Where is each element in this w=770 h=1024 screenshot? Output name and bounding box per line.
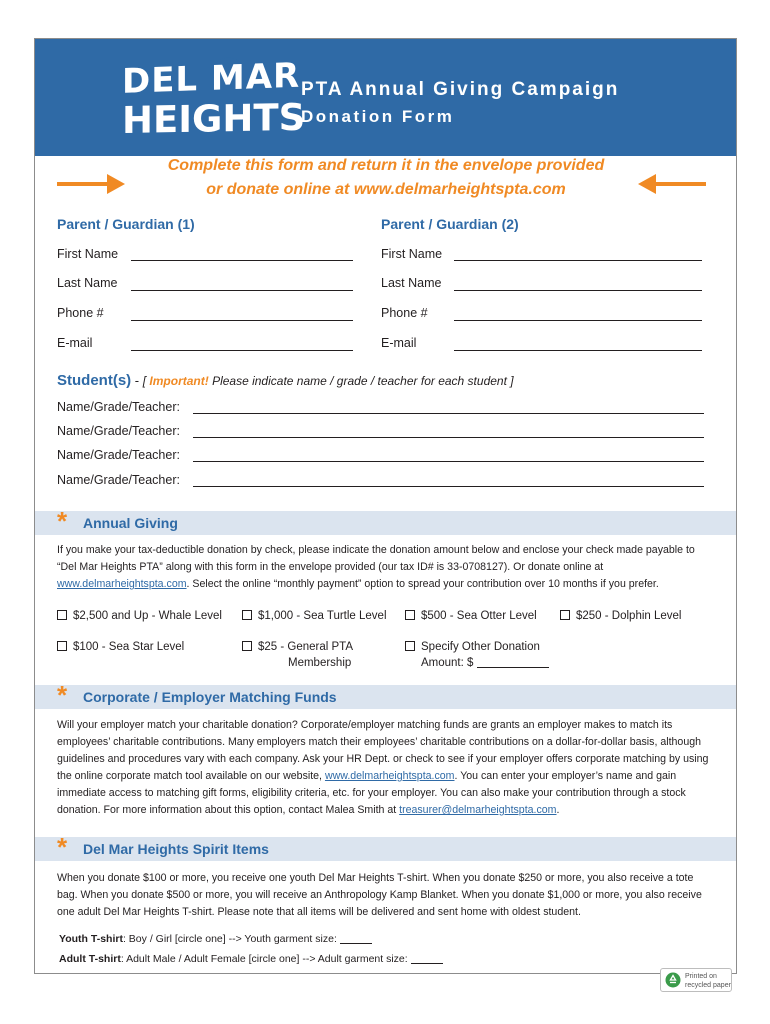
student-3-label: Name/Grade/Teacher: [57,448,180,462]
asterisk-icon: * [57,680,68,710]
arrow-right-icon [57,174,125,194]
asterisk-icon: * [57,832,68,862]
checkbox[interactable] [405,610,415,620]
option-label: $1,000 - Sea Turtle Level [258,610,387,622]
guardian-2-last-name-field[interactable] [454,290,702,291]
spirit-items-title: Del Mar Heights Spirit Items [83,841,269,857]
adult-tshirt-row [59,953,443,965]
guardian-1-last-name-field[interactable] [131,290,353,291]
adult-tshirt-label: Adult T-shirt [59,953,121,965]
website-link-2[interactable]: www.delmarheightspta.com [324,770,455,782]
student-1-label: Name/Grade/Teacher: [57,400,180,414]
students-dash: - [131,373,143,388]
student-4-label: Name/Grade/Teacher: [57,473,180,487]
guardian-2-phone-label: Phone # [381,306,428,320]
guardian-2-last-name-label: Last Name [381,276,442,290]
students-note: Please indicate name / grade / teacher for each student [208,374,507,388]
corporate-text-1: Will your employer match your charitable donation? Corporate/employer matching funds are grants an employer makes to match its employees’ charitable contributions. Many employers match their employees’ charitable contributions on a dollar-for-dollar basis, although guidelines and procedures vary with each company. Ask your HR Dept. or check to see if your employer offers corporate matching by using the online corporate match tool available on our website, [57,719,709,782]
student-2-field[interactable] [193,437,704,438]
annual-giving-text-1: If you make your tax-deductible donation by check, please indicate the donation amount below and enclose your check made payable to “Del Mar Heights PTA” along with this form in the envelope provided (our tax ID# is 33-0708127). Or donate online at [57,544,695,573]
option-label-2: Membership [288,657,352,669]
option-label: $25 - General PTA [258,641,354,653]
option-label: $250 - Dolphin Level [576,610,682,622]
guardian-2-email-field[interactable] [454,350,702,351]
student-3-field[interactable] [193,461,704,462]
annual-giving-title: Annual Giving [83,515,178,531]
checkbox[interactable] [242,641,252,651]
guardian-2-phone-field[interactable] [454,320,702,321]
form-title: PTA Annual Giving Campaign [301,79,620,100]
guardian-2-heading: Parent / Guardian (2) [381,216,519,232]
spirit-items-text: When you donate $100 or more, you receive one youth Del Mar Heights T-shirt. When you donate $250 or more, you also receive a tote bag. When you donate $500 or more, you will receive an Anthropology Kamp Blanket. When you donate $1,000 or more, you also receive one adult Del Mar Heights T-shirt. Please note that all items will be delivered and sent home with oldest student. [57,872,702,918]
guardian-1-first-name-field[interactable] [131,260,353,261]
recycle-icon [665,972,681,988]
option-label: $500 - Sea Otter Level [421,610,537,622]
option-label: $2,500 and Up - Whale Level [73,610,222,622]
guardian-1-phone-label: Phone # [57,306,104,320]
students-heading [57,372,514,390]
students-bracket-open: [ [142,374,150,388]
svg-text:DEL MAR: DEL MAR [122,55,301,102]
youth-tshirt-row [59,933,372,945]
student-4-field[interactable] [193,486,704,487]
asterisk-icon: * [57,506,68,536]
instruction-line-2: or donate online at www.delmarheightspta.com [206,181,566,198]
checkbox[interactable] [57,641,67,651]
guardian-2-email-label: E-mail [381,336,417,350]
guardian-1-email-label: E-mail [57,336,93,350]
guardian-2-first-name-field[interactable] [454,260,702,261]
option-other-donation[interactable] [405,639,549,671]
option-whale-level[interactable] [57,608,222,624]
youth-tshirt-label: Youth T-shirt [59,933,123,945]
recycled-line-2: recycled paper [685,982,731,989]
student-1-field[interactable] [193,413,704,414]
students-title: Student(s) [57,372,132,389]
guardian-1-heading: Parent / Guardian (1) [57,216,195,232]
corporate-text-2: . You can enter your employer’s name and gain immediate access to matching gift forms, eligibility criteria, etc. for your employer. You can also make your contribution through a stock donation. For more information about this option, contact Malea Smith at [57,770,686,816]
guardian-2-first-name-label: First Name [381,247,443,261]
spirit-items-band [35,832,736,862]
annual-giving-text-2: . Select the online “monthly payment” option to spread your contribution over 10 months if you prefer. [186,578,659,590]
option-sea-otter-level[interactable] [405,608,537,624]
option-sea-star-level[interactable] [57,639,184,655]
guardian-1-first-name-label: First Name [57,247,119,261]
arrow-left-icon [638,174,706,194]
guardian-1-email-field[interactable] [131,350,353,351]
checkbox[interactable] [242,610,252,620]
annual-giving-text [57,542,713,593]
corporate-text [57,717,713,819]
recycled-paper-text [685,972,731,990]
option-sea-turtle-level[interactable] [242,608,387,624]
option-label: Specify Other Donation [421,641,540,653]
instruction-line-1: Complete this form and return it in the envelope provided [167,157,605,174]
treasurer-email-link[interactable]: treasurer@delmarheightspta.com [399,804,557,816]
guardian-1-phone-field[interactable] [131,320,353,321]
recycled-paper-badge [660,968,732,992]
form-subtitle: Donation Form [301,107,455,126]
svg-text:HEIGHTS: HEIGHTS [122,95,306,142]
option-dolphin-level[interactable] [560,608,682,624]
option-label-2: Amount: $ [421,657,474,669]
youth-tshirt-text: : Boy / Girl [circle one] --> Youth garment size: [122,933,340,945]
header-banner [35,39,736,156]
checkbox[interactable] [560,610,570,620]
guardian-1-last-name-label: Last Name [57,276,118,290]
youth-size-field[interactable] [340,934,372,944]
other-amount-field[interactable] [477,657,549,668]
students-important: Important! [149,374,209,388]
del-mar-heights-logo [120,53,306,142]
students-bracket-close: ] [506,374,514,388]
option-general-membership[interactable] [242,639,353,671]
annual-giving-band [35,506,736,536]
adult-size-field[interactable] [411,954,443,964]
corporate-text-3: . [556,804,560,816]
recycled-line-1: Printed on [685,973,717,980]
checkbox[interactable] [57,610,67,620]
donation-form [34,38,737,989]
student-2-label: Name/Grade/Teacher: [57,424,180,438]
corporate-title: Corporate / Employer Matching Funds [83,689,337,705]
checkbox[interactable] [405,641,415,651]
website-link[interactable]: www.delmarheightspta.com [57,578,187,590]
corporate-band [35,680,736,710]
adult-tshirt-text: : Adult Male / Adult Female [circle one] --> Adult garment size: [120,953,411,965]
option-label: $100 - Sea Star Level [73,641,185,653]
